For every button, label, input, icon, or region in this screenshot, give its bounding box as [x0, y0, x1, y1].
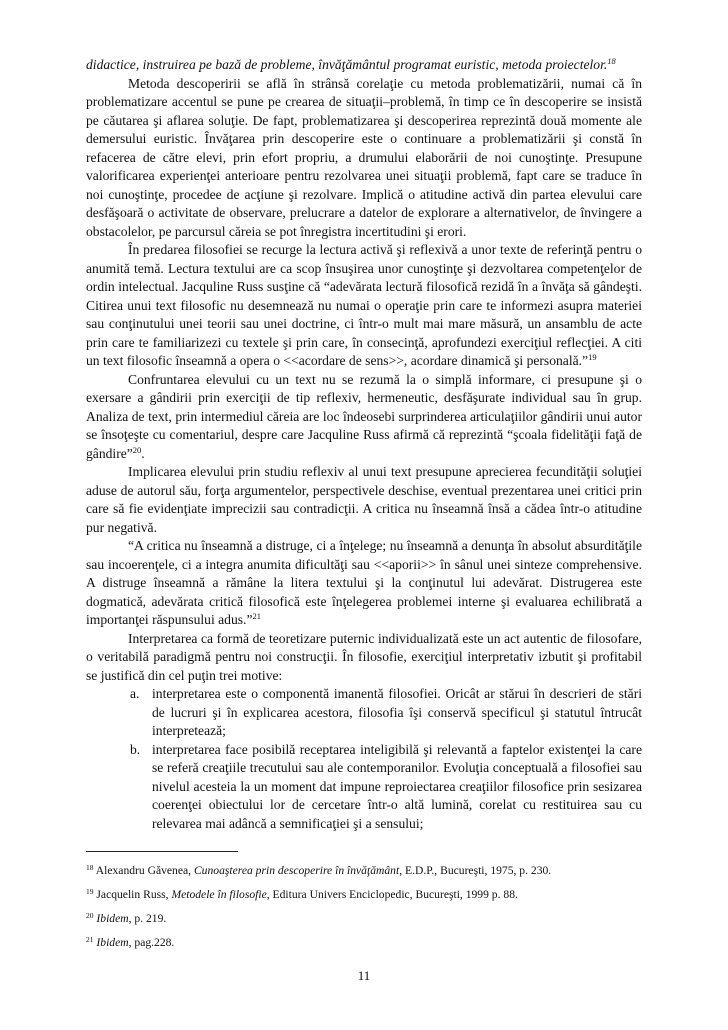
reasons-list [86, 685, 642, 833]
page-body [86, 56, 642, 960]
footnotes [86, 864, 642, 950]
footnote-separator [86, 851, 238, 852]
footnote-20: $^{20}$ Ibidem, p. 219. [86, 911, 167, 925]
list-item: a. interpretarea este o componentă imanentă filosofiei. Oricât ar stărui în descrieri de stări de lucruri şi în explicarea acestora, filosofia îşi conservă specificul şi statutul întrucât interpretează; [130, 686, 642, 738]
footnote-ref-19: 19 [588, 352, 597, 362]
list-marker: a. [130, 686, 140, 701]
page-number: 11 [357, 968, 371, 983]
paragraph-reflexive-study: Implicarea elevului prin studiu reflexiv al unui text presupune aprecierea fecundităţii soluţiei aduse de autorul său, forţa argumentelor, perspectivele deschise, eventual prezentarea unei critici prin care să fie evidenţiate imprecizii sau contradicţii. A critica nu înseamnă însă a cădea într-o atitudine pur negativă. [86, 464, 642, 535]
list-item: b. interpretarea face posibilă receptarea inteligibilă şi relevantă a faptelor existenţei la care se referă creaţiile trecutului sau ale contemporanilor. Evoluţia conceptuală a filosofiei sau nivelul acesteia la un moment dat impune reproiectarea creaţiilor filosofice prin sesizarea coerenţei obiectului lor de cercetare într-o altă lumină, corelat cu restituirea sau cu relevarea mai adâncă a semnificaţiei şi a sensului; [130, 741, 642, 831]
footnote-19: $^{19}$ Jacquelin Russ, Metodele în filosofie, Editura Univers Enciclopedic, Bucureşti, 1999 p. 88. [86, 887, 518, 901]
footnote-ref-20: 20 [132, 444, 142, 455]
paragraph-critique-quote: “A critica nu înseamnă a distruge, ci a înţelege; nu înseamnă a denunţa în absolut absurdităţile sau incoerenţele, ci a integra anumita dificultăţi sau <<aporii>> în sânul unei sinteze comprehensive. A distruge înseamnă a rămâne la litera textului şi la conţinutul lui adevărat. Distrugerea este dogmatică, adevărata critică filosofică este înţelegerea problemei interne şi evaluarea echilibrată a importanţei răspunsului adus.”$^{21}$ [86, 538, 642, 627]
footnote-18: $^{18}$ Alexandru Găvenea, Cunoaşterea prin descoperire în învăţământ, E.D.P., Bucureşti, 1975, p. 230. [86, 863, 552, 877]
paragraph-active-reading: În predarea filosofiei se recurge la lectura activă şi reflexivă a unor texte de referinţă pentru o anumită temă. Lectura textului are ca scop însuşirea unor cunoştinţe şi dezvoltarea competenţelor de ordin intelectual. Jacquline Russ susţine că “adevărata lectură filosofică rezidă în a învăţa să gândeşti. Citirea unui text filosofic nu desemnează nu numai o operaţie prin care te informezi asupra materiei sau conţinutului unei teorii sau unei doctrine, ci într-o mult mai mare măsură, un ansamblu de acte prin care te familiarizezi cu textele şi prin care, în consecinţă, aprofundezi exerciţiul reflecţiei. A citi un text filosofic înseamnă a opera o <<acordare de sens>>, acordare dinamică şi personală.”$^{19}$ [86, 242, 642, 368]
paragraph-text-analysis: Confruntarea elevului cu un text nu se rezumă la o simplă informare, ci presupune şi o exersare a gândirii prin exerciţii de tip reflexiv, hermeneutic, desfăşurate individual sau în grup. Analiza de text, prin intermediul căreia are loc îndeosebi surprinderea articulaţiilor gândirii unui autor se însoţeşte cu comentariul, despre care Jacquline Russ afirmă că reprezintă “şcoala fidelităţii faţă de gândire”$^{20}$. [86, 371, 642, 461]
footnote-ref-18: 18 [607, 56, 616, 66]
paragraph-interpretation: Interpretarea ca formă de teoretizare puternic individualizată este un act autentic de filosofare, o veritabilă paradigmă pentru noi construcţii. În filosofie, exerciţiul interpretativ izbutit şi profitabil se justifică din cel puţin trei motive: [86, 630, 642, 683]
paragraph-continuation: didactice, instruirea pe bază de probleme, învăţământul programat euristic, metoda proiectelor.$^{18}$ [86, 56, 616, 72]
footnote-21: $^{21}$ Ibidem, pag.228. [86, 935, 175, 949]
list-marker: b. [130, 741, 141, 757]
footnote-ref-21: 21 [252, 611, 261, 621]
paragraph-discovery-method: Metoda descoperirii se află în strânsă corelaţie cu metoda problematizării, numai că în problematizare accentul se pune pe crearea de situaţii–problemă, în timp ce în descoperire se insistă pe căutarea şi aflarea soluţie. De fapt, problematizarea şi descoperirea reprezintă două momente ale demersului euristic. Învăţarea prin descoperire este o continuare a problematizării şi constă în refacerea de către elevi, prin efort propriu, a drumului elaborării de noi cunoştinţe. Presupune valorificarea experienţei anterioare pentru rezolvarea unei situaţii problemă, fapt care se traduce în noi cunoştinţe, procedee de acţiune şi rezolvare. Implică o atitudine activă din partea elevului care desfăşoară o activitate de observare, prelucrare a datelor de explorare a alternativelor, de învingere a obstacolelor, pe parcursul căreia se pot înregistra incertitudini şi erori. [86, 75, 642, 239]
